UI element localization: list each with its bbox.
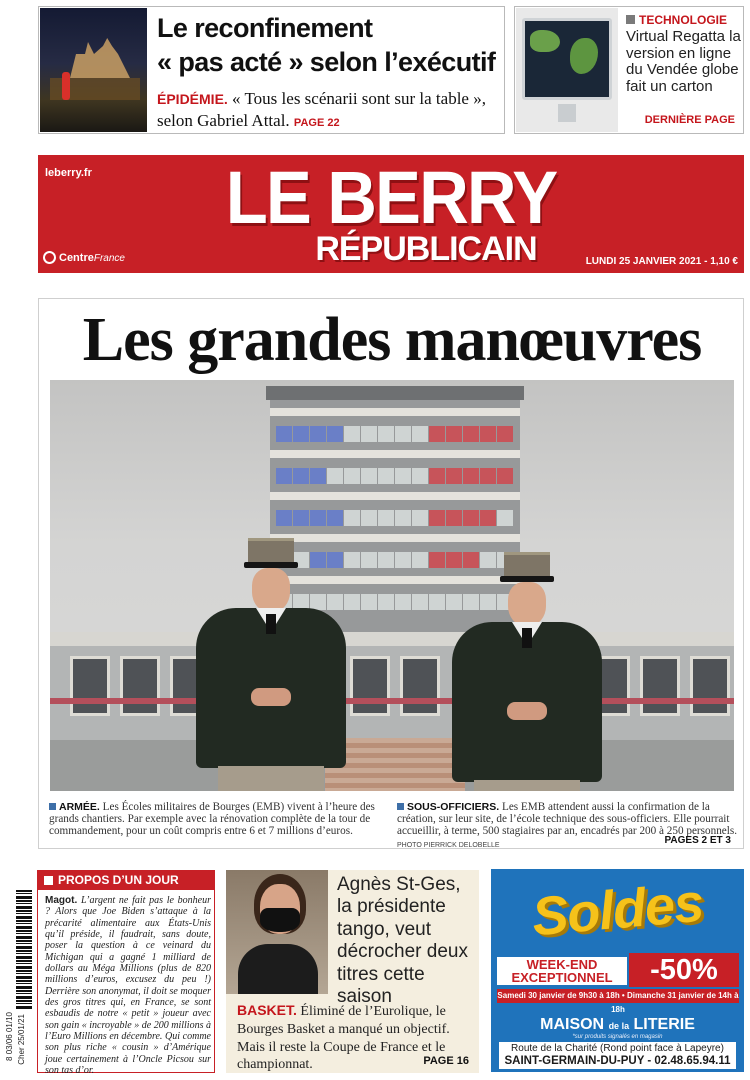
top-teaser-technologie[interactable] (514, 6, 744, 134)
caption-armee: ARMÉE. Les Écoles militaires de Bourges (EMB) vivent à l’heure des grands chantiers. Par exemple avec la rénovation complète de la tour de commandement, pour un coût compris entre 6 et 7 millions d’euros. (49, 801, 375, 838)
teaser-side-page-ref: DERNIÈRE PAGE (644, 114, 735, 126)
site-url[interactable]: leberry.fr (45, 167, 92, 179)
caption-sous-officiers: SOUS-OFFICIERS. Les EMB attendent aussi la confirmation de la création, sur leur site, de l’école technique des sous-officiers. Elle pourrait accueillir, à terme, 500 stagiaires par an, encadrés par 200 à 250 personnels. PHOTO PIERRICK DELOBELLE (397, 801, 738, 849)
square-bullet-icon (49, 803, 56, 810)
propos-body: Magot. L’argent ne fait pas le bonheur ? Alors que Joe Biden s’attaque à la précarité alimentaire aux États-Unis qu’il préside, il faudrait, sans doute, poser la question à ce veinard du Michigan qui a gagné 1 milliard de dollars au Méga Millions (plus de 820 millions d’euros, excusez du peu !) Derrière son anonymat, il doit se moquer des gros titres qui, en France, se sont esbaudis de notre « petit » joueur avec son gain « incroyable » de 200 millions à l’Euro Millions en décembre. Qui comme son plus riche « cousin » d’Amérique joue certainement à l’Oncle Picsou sur son tas d’or. (45, 895, 211, 1077)
newspaper-subtitle: RÉPUBLICAIN (315, 230, 537, 268)
basket-teaser[interactable] (226, 870, 479, 1073)
newspaper-title: LE BERRY (225, 156, 557, 239)
main-headline: Les grandes manœuvres (82, 306, 702, 374)
ad-address: Route de la Charité (Rond point face à Lapeyre) SAINT-GERMAIN-DU-PUY - 02.48.65.94.11 (499, 1042, 736, 1069)
barcode (2, 890, 34, 1070)
main-story[interactable] (38, 298, 744, 849)
cathedral-night-photo (40, 8, 147, 132)
ad-note: *sur produits signalés en magasin (572, 1034, 663, 1040)
main-page-ref: PAGES 2 ET 3 (664, 835, 731, 846)
soldes-advertisement[interactable] (491, 869, 744, 1072)
basket-text: BASKET. Éliminé de l’Eurolique, le Bourges Basket a manqué un objectif. Mais il reste la Coupe de France et le championnat. (237, 1002, 450, 1073)
teaser-kicker: ÉPIDÉMIE. (157, 91, 228, 107)
ad-dates: Samedi 30 janvier de 9h30 à 18h • Dimanche 31 janvier de 14h à 18h (497, 991, 739, 1014)
lower-building (50, 632, 734, 742)
top-teaser-reconfinement[interactable] (38, 6, 505, 134)
basket-headline: Agnès St-Ges, la présidente tango, veut décrocher deux titres cette saison (337, 874, 468, 1008)
ad-store-name: MAISON de la LITERIE (540, 1016, 695, 1033)
teaser-section: TECHNOLOGIE (626, 13, 727, 27)
centre-france-logo: CentreFrance (43, 251, 125, 264)
ad-weekend-label: WEEK-END EXCEPTIONNEL (497, 957, 627, 985)
square-bullet-icon (44, 876, 53, 885)
ad-soldes-title: Soldes (529, 872, 706, 948)
masthead (38, 155, 744, 273)
photo-credit: PHOTO PIERRICK DELOBELLE (397, 841, 500, 849)
centre-france-icon (43, 251, 56, 264)
teaser-lead-text: « Tous les scénarii sont sur la table », selon Gabriel Attal. (157, 89, 486, 130)
masked-woman-photo (226, 870, 328, 994)
teaser-page-ref: PAGE 22 (293, 117, 340, 129)
ad-discount: -50% (629, 953, 739, 987)
issue-date-price: LUNDI 25 JANVIER 2021 - 1,10 € (585, 256, 738, 267)
edition-date: Cher 25/01/21 (17, 1014, 26, 1065)
square-bullet-icon (626, 15, 635, 24)
military-school-photo (50, 380, 734, 791)
command-tower (270, 386, 520, 636)
propos-header: PROPOS D’UN JOUR (38, 871, 214, 890)
computer-map-photo (516, 8, 618, 132)
barcode-bars (16, 890, 32, 1010)
basket-page-ref: PAGE 16 (423, 1055, 469, 1067)
teaser-headline: Le reconfinement « pas acté » selon l’exécutif (157, 13, 496, 77)
teaser-lead (157, 88, 502, 134)
barcode-number: 8 03/06 01/10 (5, 1012, 14, 1061)
propos-dun-jour[interactable] (37, 870, 215, 1077)
teaser-side-text: Virtual Regatta la version en ligne du Vendée globe fait un carton (626, 28, 741, 95)
square-bullet-icon (397, 803, 404, 810)
